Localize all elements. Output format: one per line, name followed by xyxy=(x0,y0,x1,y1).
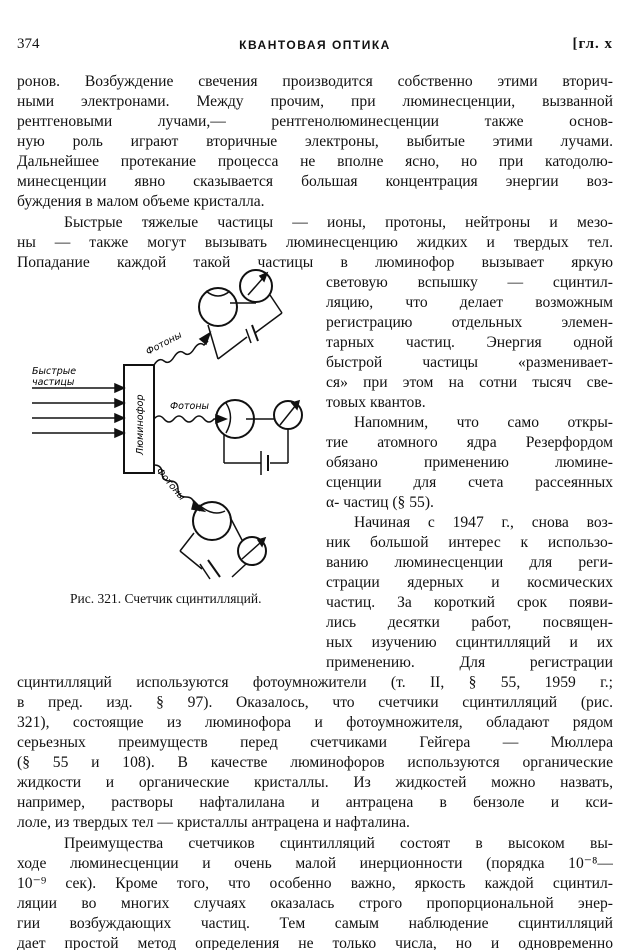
text-line: например, растворы нафталилана и антрацена в бензоле и кси- xyxy=(17,794,613,811)
label-photons: Фотоны xyxy=(153,465,188,503)
label-phosphor: Люминофор xyxy=(135,394,146,455)
text-line: ник большой интерес к использо- xyxy=(326,534,613,551)
text-line: ными электронами. Между прочим, при люминесценции, вызванной xyxy=(17,93,613,110)
text-line: ную роль играют вторичные электроны, выбитые этими лучами. xyxy=(17,133,613,150)
text-line: Начиная с 1947 г., снова воз- xyxy=(354,514,613,531)
text-line: ванию люминесценции для реги- xyxy=(326,554,613,571)
text-line: Попадание каждой такой частицы в люминофор вызывает яркую xyxy=(17,254,613,271)
running-header xyxy=(17,36,613,60)
text-line: товых квантов. xyxy=(326,394,426,411)
text-line: Преимущества счетчиков сцинтилляций состоят в высоком вы- xyxy=(64,835,613,852)
text-line: (§ 55 и 108). В качестве люминофоров используются органические xyxy=(17,754,613,771)
text-line: тарных частиц. Энергия одной xyxy=(326,334,613,351)
text-line: буждения в малом объеме кристалла. xyxy=(17,193,265,210)
figure-caption: Рис. 321. Счетчик сцинтилляций. xyxy=(70,591,262,606)
text-line: жидкости и органические кристаллы. Из жидкостей можно назвать, xyxy=(17,774,613,791)
text-line: ляцию, что делает возможным xyxy=(326,294,613,311)
text-line: лись десятки работ, посвящен- xyxy=(326,614,613,631)
text-line: применению. Для регистрации xyxy=(326,654,613,671)
scintillation-counter-figure xyxy=(20,255,305,585)
text-line: сценции для счета рассеянных xyxy=(326,474,613,491)
text-line: Напомним, что само откры- xyxy=(354,414,613,431)
text-line: ходе люминесценции и очень малой инерционности (порядка 10⁻⁸— xyxy=(17,855,613,872)
text-line: рентгеновыми лучами,— рентгенолюминесценции также основ- xyxy=(17,113,613,130)
text-line: ны — также могут вызывать люминесценцию жидких и твердых тел. xyxy=(17,234,613,251)
text-line: 10⁻⁹ сек). Кроме того, что особенно важно, яркость каждой сцинтил- xyxy=(17,875,613,892)
text-line: лоле, из твердых тел — кристаллы антрацена и нафталина. xyxy=(17,814,410,831)
label-photons: Фотоны xyxy=(144,329,184,358)
text-line: минесценции явно сказывается большая концентрация энергии воз- xyxy=(17,173,613,190)
label-fast-particles: частицы xyxy=(32,377,75,388)
text-line: сцинтилляций используются фотоумножители (т. II, § 55, 1959 г.; xyxy=(17,674,613,691)
text-line: Дальнейшее протекание процесса не вполне ясно, но при катодолю- xyxy=(17,153,613,170)
chapter-marker: [гл. x xyxy=(572,36,613,52)
text-line: ных изучению сцинтилляций и их xyxy=(326,634,613,651)
text-line: 321), состоящие из люминофора и фотоумножителя, обладают рядом xyxy=(17,714,613,731)
text-line: частиц. За короткий срок появи- xyxy=(326,594,613,611)
text-line: серьезных преимуществ перед счетчиками Гейгера — Мюллера xyxy=(17,734,613,751)
label-fast-particles: Быстрые xyxy=(32,366,77,377)
text-line: в пред. изд. § 97). Оказалось, что счетчики сцинтилляций (рис. xyxy=(17,694,613,711)
text-line: гии возбуждающих частиц. Тем самым наблюдение сцинтилляций xyxy=(17,915,613,932)
text-line: быстрой частицы «разменивает- xyxy=(326,354,613,371)
text-line: обязано применению люмине- xyxy=(326,454,613,471)
text-line: регистрацию отдельных элемен- xyxy=(326,314,613,331)
text-line: ляции во многих случаях оказалась строго пропорциональной энер- xyxy=(17,895,613,912)
text-line: Быстрые тяжелые частицы — ионы, протоны, нейтроны и мезо- xyxy=(64,214,613,231)
text-line: страции ядерных и космических xyxy=(326,574,613,591)
text-line: тие атомного ядра Резерфордом xyxy=(326,434,613,451)
running-title: КВАНТОВАЯ ОПТИКА xyxy=(239,38,391,52)
page-number: 374 xyxy=(17,36,40,52)
text-line: ронов. Возбуждение свечения производится собственно этими вторич- xyxy=(17,73,613,90)
text-line: α- частиц (§ 55). xyxy=(326,494,434,511)
text-line: дает простой метод определения не только числа, но и одновременно xyxy=(17,935,613,950)
text-line: ся» при этом на сотни тысяч све- xyxy=(326,374,613,391)
label-photons: Фотоны xyxy=(170,401,210,412)
text-line: световую вспышку — сцинтил- xyxy=(326,274,613,291)
